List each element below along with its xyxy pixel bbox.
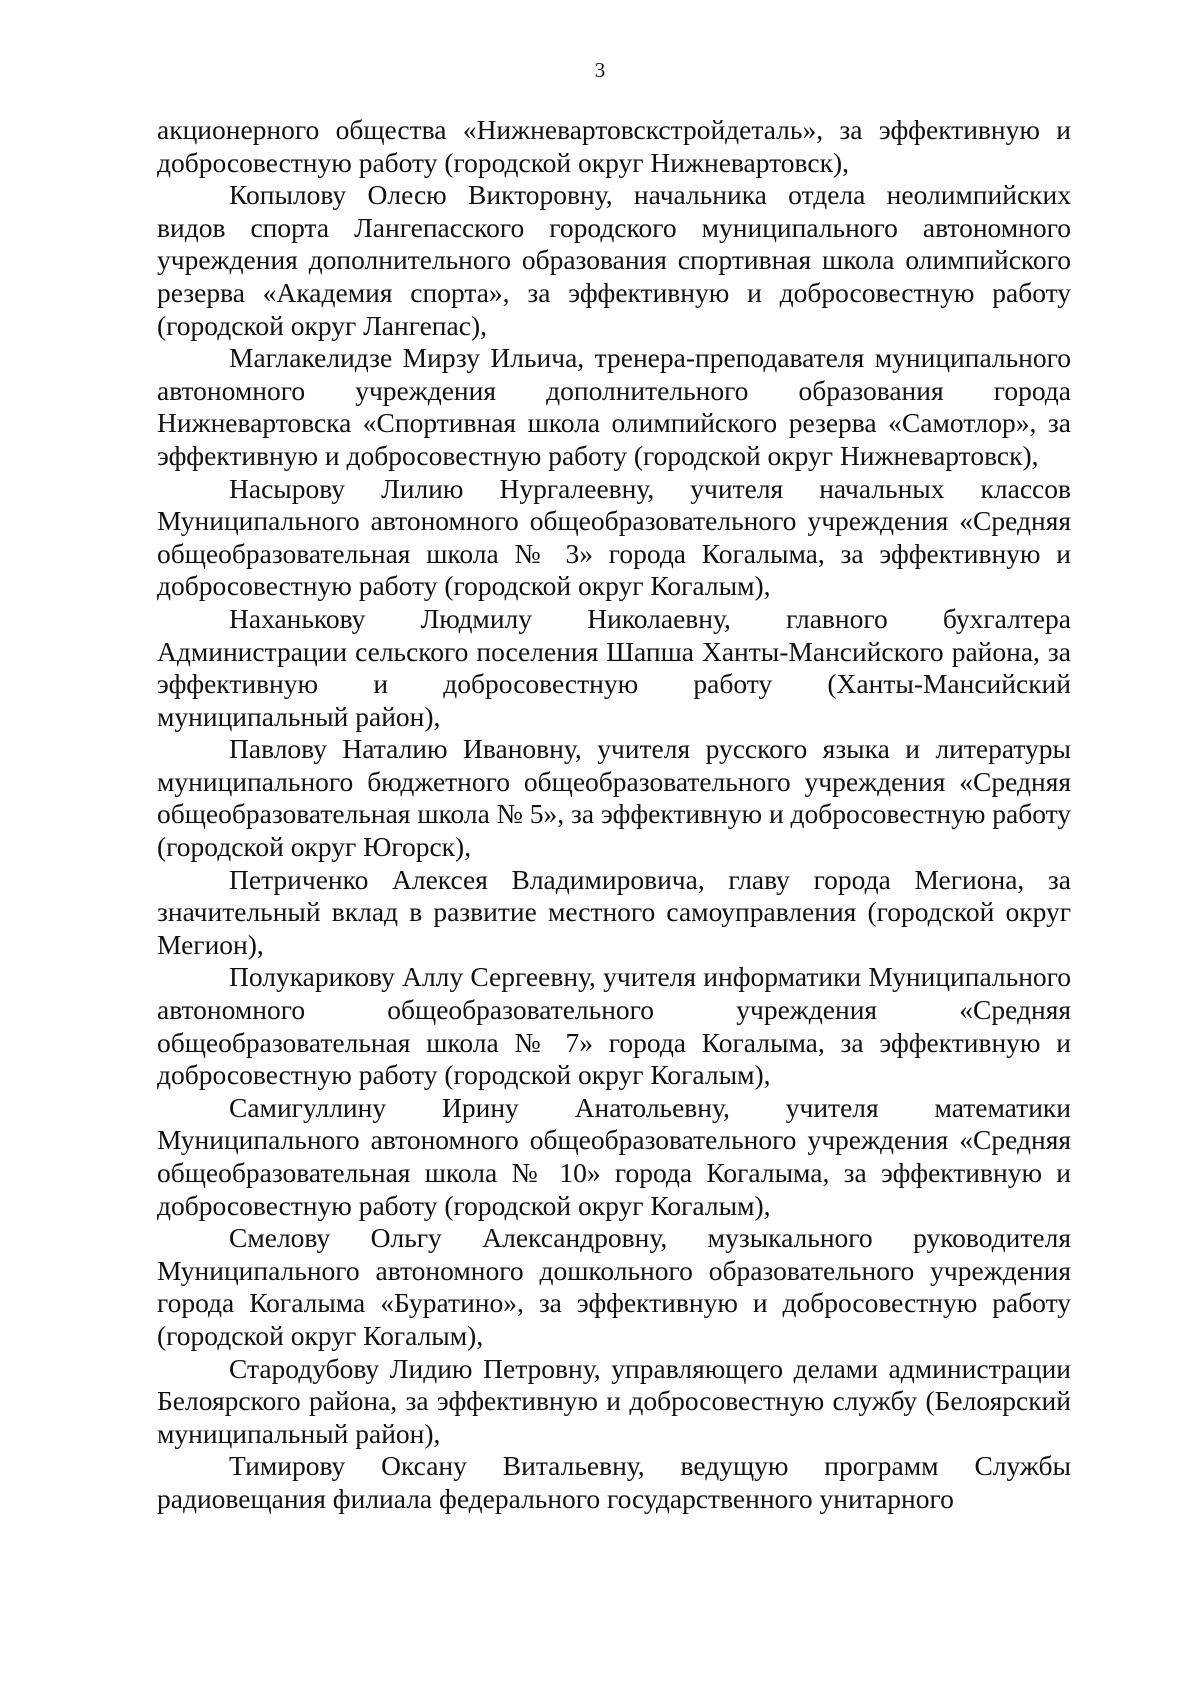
paragraph-continuation: акционерного общества «Нижневартовскстройдеталь», за эффективную и добросовестную работу (городской округ Нижневартовск), [157,114,1071,178]
paragraph-starodubova: Стародубову Лидию Петровну, управляющего делами администрации Белоярского района, за эффективную и добросовестную службу (Белоярский муниципальный район), [157,1352,1071,1449]
paragraph-pavlova: Павлову Наталию Ивановну, учителя русского языка и литературы муниципального бюджетного общеобразовательного учреждения «Средняя общеобразовательная школа № 5», за эффективную и добросовестную работу (городской округ Югорск), [157,733,1071,863]
page-number: 3 [594,58,606,82]
paragraph-maglakelidze: Маглакелидзе Мирзу Ильича, тренера-преподавателя муниципального автономного учреждения дополнительного образования города Нижневартовска «Спортивная школа олимпийского резерва «Самотлор», за эффективную и добросовестную работу (городской округ Нижневартовск), [157,342,1071,471]
paragraph-polukarikova: Полукарикову Аллу Сергеевну, учителя информатики Муниципального автономного общеобразовательного учреждения «Средняя общеобразовательная школа № 7» города Когалыма, за эффективную и добросовестную работу (городской округ Когалым), [157,961,1071,1091]
document-body [157,114,1071,1516]
paragraph-smelova: Смелову Ольгу Александровну, музыкального руководителя Муниципального автономного дошкольного образовательного учреждения города Когалыма «Буратино», за эффективную и добросовестную работу (городской округ Когалым), [157,1222,1071,1351]
paragraph-kopylova: Копылову Олесю Викторовну, начальника отдела неолимпийских видов спорта Лангепасского городского муниципального автономного учреждения дополнительного образования спортивная школа олимпийского резерва «Академия спорта», за эффективную и добросовестную работу (городской округ Лангепас), [157,179,1071,341]
paragraph-timirova: Тимирову Оксану Витальевну, ведущую программ Службы радиовещания филиала федерального государственного унитарного [157,1450,1071,1514]
paragraph-nakhankova: Наханькову Людмилу Николаевну, главного бухгалтера Администрации сельского поселения Шапша Ханты-Мансийского района, за эффективную и добросовестную работу (Ханты-Мансийский муниципальный район), [157,602,1071,732]
paragraph-nasyrova: Насырову Лилию Нургалеевну, учителя начальных классов Муниципального автономного общеобразовательного учреждения «Средняя общеобразовательная школа № 3» города Когалыма, за эффективную и добросовестную работу (городской округ Когалым), [157,472,1071,602]
paragraph-petrichenko: Петриченко Алексея Владимировича, главу города Мегиона, за значительный вклад в развитие местного самоуправления (городской округ Мегион), [157,863,1071,960]
paragraph-samigullina: Самигуллину Ирину Анатольевну, учителя математики Муниципального автономного общеобразовательного учреждения «Средняя общеобразовательная школа № 10» города Когалыма, за эффективную и добросовестную работу (городской округ Когалым), [157,1091,1071,1221]
